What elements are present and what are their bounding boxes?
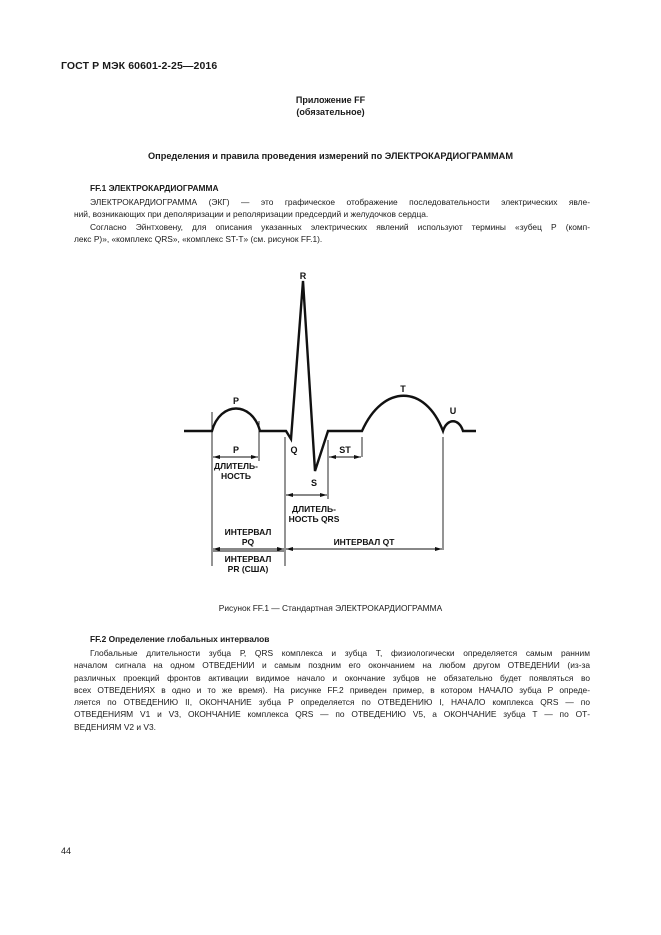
label-qrs-duration-2: НОСТЬ QRS — [288, 514, 340, 524]
label-q: Q — [290, 445, 298, 455]
ff1-p1-line-1: ЭЛЕКТРОКАРДИОГРАММА (ЭКГ) — это графическое отображение последовательности электрических явле- — [90, 197, 590, 207]
document-header: ГОСТ Р МЭК 60601-2-25—2016 — [61, 60, 218, 72]
label-p-duration-1: ДЛИТЕЛЬ- — [214, 461, 258, 471]
annex-status: (обязательное) — [296, 107, 365, 117]
label-u: U — [449, 406, 457, 416]
annex-title: Приложение FF — [295, 95, 366, 105]
label-p-duration-mark: P — [232, 445, 240, 455]
label-qt-interval: ИНТЕРВАЛ QT — [333, 537, 395, 547]
label-pq-interval-2: PQ — [241, 537, 255, 547]
ff2-heading: FF.2 Определение глобальных интервалов — [90, 634, 270, 644]
ff2-line-1: Глобальные длительности зубца Р, QRS комплекса и зубца Т, физиологически определяется самым ранним — [90, 648, 590, 658]
ff1-paragraph-2 — [74, 221, 590, 246]
label-pr-interval-2: PR (США) — [227, 564, 269, 574]
label-pr-interval-1: ИНТЕРВАЛ — [224, 554, 272, 564]
label-p-wave: P — [232, 396, 240, 406]
ff1-paragraph-1 — [74, 196, 590, 221]
ecg-figure — [175, 268, 485, 588]
ff2-line-7: ВЕДЕНИЯМ V2 и V3. — [74, 721, 156, 732]
ecg-waveform — [184, 281, 476, 471]
ff2-line-4: всех ОТВЕДЕНИЯХ в одно и то же время). На рисунке FF.2 приведен пример, в котором НАЧАЛО зубца Р опреде- — [74, 684, 590, 695]
label-pq-interval-1: ИНТЕРВАЛ — [224, 527, 272, 537]
label-s: S — [310, 478, 318, 488]
label-p-duration-2: НОСТЬ — [221, 471, 251, 481]
ff1-p1-line-2: ний, возникающих при деполяризации и реполяризации предсердий и желудочков сердца. — [74, 209, 429, 220]
ff2-line-6: ОТВЕДЕНИЯМ V1 и V3, ОКОНЧАНИЕ комплекса QRS — по ОТВЕДЕНИЮ V5, а ОКОНЧАНИЕ зубца Т — по ОТ- — [74, 709, 590, 720]
ff2-line-2: началом сигнала на одном ОТВЕДЕНИИ и самым поздним его окончанием на любом другом ОТВЕДЕНИИ (из-за — [74, 660, 590, 671]
label-qrs-duration-1: ДЛИТЕЛЬ- — [292, 504, 336, 514]
ff2-line-3: различных проекций фронтов активации видимое начало и окончание зубцов не обязательно будет появляться во — [74, 672, 590, 683]
ff1-heading: FF.1 ЭЛЕКТРОКАРДИОГРАММА — [90, 183, 219, 193]
ff2-line-5: ляется по ОТВЕДЕНИЮ II, ОКОНЧАНИЕ зубца Р определяется по ОТВЕДЕНИЮ I, НАЧАЛО комплекса QRS — по — [74, 697, 590, 708]
figure-caption: Рисунок FF.1 — Стандартная ЭЛЕКТРОКАРДИОГРАММА — [218, 603, 443, 613]
label-t: T — [400, 384, 406, 394]
ff2-paragraph — [74, 647, 590, 733]
label-st: ST — [339, 445, 351, 455]
ff1-p2-line-2: лекс Р)», «комплекс QRS», «комплекс ST-T» (см. рисунок FF.1). — [74, 234, 323, 245]
ff1-p2-line-1: Согласно Эйнтховену, для описания указанных электрических явлений используют термины «зубец Р (комп- — [90, 222, 590, 232]
section-title: Определения и правила проведения измерений по ЭЛЕКТРОКАРДИОГРАММАМ — [148, 151, 513, 161]
label-r: R — [299, 271, 307, 281]
page-number: 44 — [61, 846, 72, 856]
